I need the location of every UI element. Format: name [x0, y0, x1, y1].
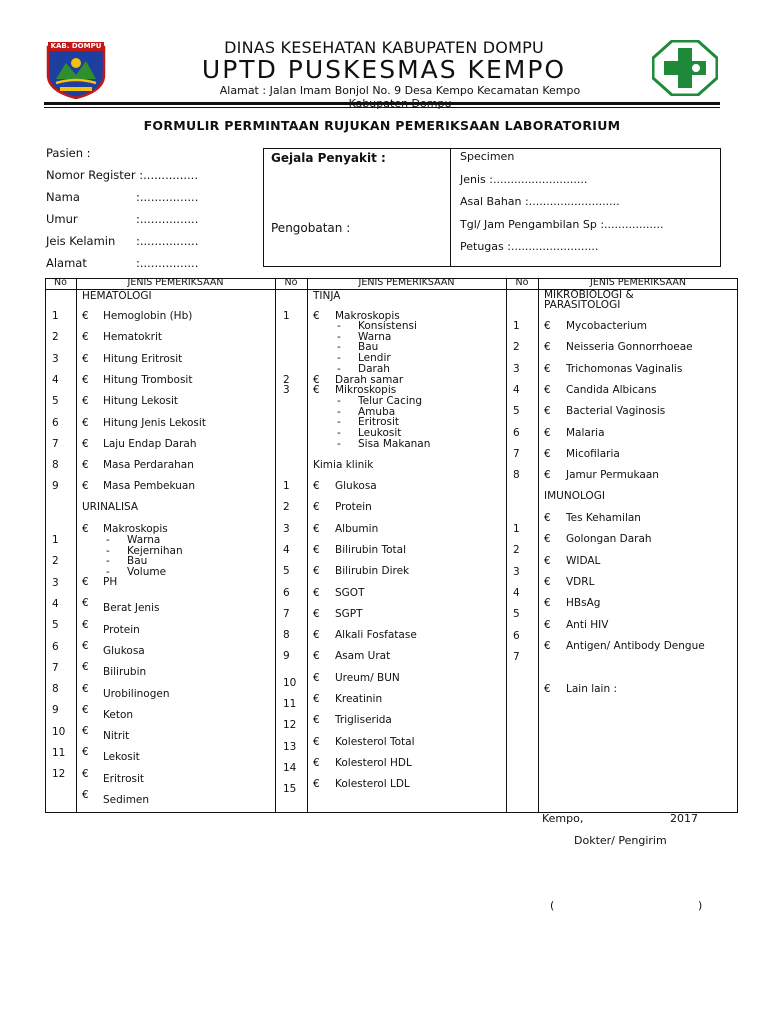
exam-subitem: Bau	[127, 555, 148, 568]
exam-item: Protein	[103, 623, 140, 636]
jenis-kelamin-field[interactable]: :................	[136, 234, 199, 248]
sub-dash: -	[337, 362, 341, 375]
exam-item: SGOT	[335, 586, 365, 599]
exam-item: Asam Urat	[335, 650, 391, 663]
specimen-title: Specimen	[460, 150, 515, 163]
checkbox[interactable]: €	[544, 426, 551, 439]
umur-label: Umur	[46, 212, 78, 226]
row-number: 1	[513, 523, 520, 535]
exam-subitem: Telur Cacing	[358, 395, 423, 407]
exam-subitem: Warna	[358, 330, 392, 343]
exam-item: WIDAL	[566, 554, 601, 567]
th-no: No	[284, 277, 298, 288]
exam-item: Bilirubin Total	[335, 543, 407, 556]
row-number: 3	[283, 522, 290, 535]
row-number: 13	[283, 740, 297, 753]
section-mikrobiologi: MIKROBIOLOGI &	[544, 289, 634, 301]
section-imunologi: IMUNOLOGI	[544, 490, 605, 502]
exam-item: Keton	[103, 708, 134, 721]
checkbox[interactable]: €	[82, 639, 89, 652]
th-jenis: JENIS PEMERIKSAAN	[590, 277, 686, 288]
exam-item: Neisseria Gonnorrhoeae	[566, 341, 693, 354]
checkbox[interactable]: €	[544, 405, 551, 418]
exam-item: Bacterial Vaginosis	[566, 405, 666, 418]
patient-label: Pasien :	[46, 146, 91, 160]
exam-item: Ureum/ BUN	[335, 671, 400, 684]
row-number: 7	[52, 437, 59, 450]
checkbox[interactable]: €	[544, 320, 551, 332]
checkbox[interactable]: €	[82, 437, 89, 450]
exam-item: Kreatinin	[335, 693, 383, 705]
checkbox[interactable]: €	[82, 459, 89, 472]
checkbox[interactable]: €	[82, 789, 89, 801]
checkbox[interactable]: €	[544, 683, 551, 695]
col-divider	[275, 278, 276, 813]
exam-item: Golongan Darah	[566, 533, 652, 546]
th-no: No	[515, 277, 529, 288]
exam-item: Trigliserida	[335, 714, 392, 727]
exam-subitem: Darah	[358, 362, 390, 375]
gejala-label: Gejala Penyakit :	[271, 151, 386, 165]
exam-item: SGPT	[335, 607, 363, 620]
checkbox[interactable]: €	[544, 618, 551, 631]
checkbox[interactable]: €	[82, 331, 89, 344]
year-label: 2017	[670, 812, 698, 825]
row-number: 11	[52, 747, 66, 759]
checkbox[interactable]: €	[313, 714, 320, 727]
checkbox[interactable]: €	[82, 725, 89, 738]
exam-item: Kolesterol Total	[335, 735, 415, 748]
section-tinja: TINJA	[313, 290, 341, 302]
exam-item: Sedimen	[103, 794, 150, 806]
row-number: 3	[52, 352, 59, 365]
sub-dash: -	[337, 320, 341, 332]
section-mikrobiologi-2: PARASITOLOGI	[544, 299, 621, 311]
checkbox[interactable]: €	[82, 746, 89, 759]
checkbox[interactable]: €	[313, 778, 320, 791]
checkbox[interactable]: €	[313, 607, 320, 620]
exam-subitem: Bau	[358, 341, 379, 354]
checkbox[interactable]: €	[82, 352, 89, 365]
checkbox[interactable]: €	[313, 671, 320, 684]
sub-dash: -	[337, 341, 341, 354]
exam-subitem: Warna	[127, 534, 161, 546]
row-number: 4	[513, 586, 520, 599]
dept-name: DINAS KESEHATAN KABUPATEN DOMPU	[224, 38, 544, 57]
checkbox[interactable]: €	[544, 447, 551, 460]
exam-item: Kolesterol HDL	[335, 756, 412, 769]
sub-dash: -	[337, 330, 341, 343]
exam-item-lain[interactable]: Lain lain :	[566, 683, 617, 695]
col-divider	[506, 278, 507, 813]
row-number: 1	[283, 310, 290, 322]
exam-item: Hitung Lekosit	[103, 395, 179, 408]
doctor-label: Dokter/ Pengirim	[574, 834, 667, 847]
row-number: 14	[283, 761, 297, 774]
exam-item: Mikroskopis	[335, 384, 397, 396]
checkbox[interactable]: €	[313, 565, 320, 578]
row-number: 9	[52, 480, 59, 493]
specimen-asal[interactable]: Asal Bahan :..........................	[460, 195, 620, 208]
checkbox[interactable]: €	[82, 576, 89, 588]
row-number: 8	[513, 469, 520, 482]
row-number: 3	[513, 362, 520, 375]
checkbox[interactable]: €	[82, 416, 89, 429]
exam-item: Tes Kehamilan	[566, 512, 641, 524]
sub-dash: -	[106, 566, 110, 579]
signature-close: )	[698, 899, 703, 912]
sub-dash: -	[106, 544, 110, 557]
row-number: 8	[52, 459, 59, 472]
exam-item: Hitung Jenis Lekosit	[103, 416, 206, 429]
exam-item: Urobilinogen	[103, 687, 170, 700]
pengobatan-label: Pengobatan :	[271, 221, 351, 235]
row-number: 1	[283, 480, 290, 492]
jenis-kelamin-label: Jeis Kelamin	[46, 234, 116, 248]
row-number: 12	[52, 768, 66, 781]
sub-dash: -	[337, 427, 341, 440]
checkbox[interactable]: €	[313, 629, 320, 642]
exam-item: Alkali Fosfatase	[335, 629, 417, 642]
row-number: 6	[283, 586, 290, 599]
checkbox[interactable]: €	[82, 661, 89, 674]
checkbox[interactable]: €	[544, 575, 551, 588]
row-number: 2	[52, 331, 59, 344]
col-divider	[538, 278, 539, 813]
th-jenis: JENIS PEMERIKSAAN	[127, 277, 224, 288]
exam-item: Mycobacterium	[566, 320, 648, 332]
nama-field[interactable]: :................	[136, 190, 199, 204]
checkbox[interactable]: €	[544, 341, 551, 354]
specimen-jenis[interactable]: Jenis :...........................	[460, 173, 588, 186]
checkbox[interactable]: €	[82, 395, 89, 408]
row-number: 4	[52, 597, 59, 610]
row-number: 4	[283, 543, 290, 556]
checkbox[interactable]: €	[313, 374, 320, 386]
checkbox[interactable]: €	[82, 310, 89, 322]
row-number: 5	[52, 395, 59, 408]
exam-item: Glukosa	[335, 480, 377, 492]
row-number: 2	[283, 501, 290, 514]
exam-item: Albumin	[335, 522, 379, 535]
exam-subitem: Lendir	[358, 352, 391, 365]
section-hematologi: HEMATOLOGI	[82, 290, 152, 302]
checkbox[interactable]: €	[544, 383, 551, 396]
row-number: 9	[283, 650, 290, 663]
col-divider	[307, 278, 308, 813]
puskesmas-name: UPTD PUSKESMAS KEMPO	[201, 55, 567, 84]
row-number: 8	[52, 683, 59, 696]
row-number: 2	[513, 544, 520, 557]
exam-item: Bilirubin Direk	[335, 565, 410, 578]
row-number: 12	[283, 719, 297, 732]
exam-subitem: Leukosit	[358, 427, 402, 440]
row-number: 7	[52, 661, 59, 674]
exam-subitem: Volume	[127, 566, 167, 579]
row-number: 6	[52, 416, 59, 429]
th-jenis: JENIS PEMERIKSAAN	[358, 277, 455, 288]
exam-item: Hitung Trombosit	[103, 373, 193, 386]
row-number: 9	[52, 704, 59, 717]
exam-item: Eritrosit	[103, 772, 145, 785]
exam-item: Makroskopis	[103, 523, 168, 535]
nama-label: Nama	[46, 190, 80, 204]
exam-item: Micofilaria	[566, 447, 620, 460]
exam-subitem: Sisa Makanan	[358, 437, 431, 450]
alamat-field[interactable]: :................	[136, 256, 199, 270]
exam-item: Kolesterol LDL	[335, 778, 410, 791]
row-number: 2	[52, 555, 59, 568]
checkbox[interactable]: €	[544, 512, 551, 524]
alamat-label: Alamat	[46, 256, 87, 270]
checkbox[interactable]: €	[313, 522, 320, 535]
header-rule-thin	[44, 107, 720, 108]
exam-item: Darah samar	[335, 374, 404, 386]
exam-item: Antigen/ Antibody Dengue	[566, 639, 705, 652]
exam-item: Glukosa	[103, 644, 145, 657]
row-number: 7	[513, 650, 520, 663]
row-number: 11	[283, 698, 297, 710]
checkbox[interactable]: €	[82, 618, 89, 631]
checkbox[interactable]: €	[82, 767, 89, 780]
row-number: 4	[52, 373, 59, 386]
checkbox[interactable]: €	[82, 682, 89, 695]
exam-subitem: Eritrosit	[358, 416, 400, 429]
checkbox[interactable]: €	[313, 310, 320, 322]
place-label: Kempo,	[542, 812, 584, 825]
exam-item: Candida Albicans	[566, 383, 657, 396]
row-number: 6	[52, 640, 59, 653]
specimen-tgl[interactable]: Tgl/ Jam Pengambilan Sp :.................	[460, 218, 664, 231]
checkbox[interactable]: €	[544, 554, 551, 567]
row-number: 7	[513, 447, 520, 460]
sub-dash: -	[106, 555, 110, 568]
checkbox[interactable]: €	[544, 362, 551, 375]
left-logo-text: KAB. DOMPU	[50, 42, 102, 50]
row-number: 6	[513, 426, 520, 439]
checkbox[interactable]: €	[544, 533, 551, 546]
row-number: 8	[283, 629, 290, 642]
checkbox[interactable]: €	[544, 597, 551, 610]
checkbox[interactable]: €	[313, 543, 320, 556]
checkbox[interactable]: €	[82, 597, 89, 610]
row-number: 1	[513, 320, 520, 332]
row-number: 10	[283, 676, 297, 689]
checkbox[interactable]: €	[313, 384, 320, 396]
exam-item: Hemoglobin (Hb)	[103, 310, 193, 322]
checkbox[interactable]: €	[82, 480, 89, 493]
row-number: 3	[513, 565, 520, 578]
exam-item: Masa Perdarahan	[103, 459, 194, 472]
row-number: 6	[513, 629, 520, 642]
checkbox[interactable]: €	[313, 756, 320, 769]
specimen-petugas[interactable]: Petugas :.........................	[460, 240, 599, 253]
checkbox[interactable]: €	[313, 480, 320, 492]
exam-item: Malaria	[566, 426, 605, 439]
exam-item: Nitrit	[103, 730, 130, 743]
row-number: 5	[52, 619, 59, 632]
exam-item: Hitung Eritrosit	[103, 352, 183, 365]
checkbox[interactable]: €	[82, 373, 89, 386]
sub-dash: -	[337, 395, 341, 407]
section-kimia: Kimia klinik	[313, 459, 374, 471]
sub-dash: -	[106, 534, 110, 546]
exam-subitem: Kejernihan	[127, 544, 183, 557]
checkbox[interactable]: €	[82, 523, 89, 535]
exam-item: Makroskopis	[335, 310, 400, 322]
header-rule	[44, 102, 720, 105]
row-number: 7	[283, 607, 290, 620]
th-no: No	[54, 277, 67, 288]
row-number: 2	[513, 341, 520, 354]
sub-dash: -	[337, 416, 341, 429]
row-number: 5	[283, 565, 290, 578]
col-divider	[76, 278, 77, 813]
exam-item: Protein	[335, 501, 372, 514]
exam-item: Bilirubin	[103, 666, 147, 679]
exam-item: VDRL	[566, 575, 595, 588]
checkbox[interactable]: €	[313, 735, 320, 748]
row-number: 5	[513, 608, 520, 621]
exam-item: PH	[103, 576, 118, 588]
checkbox[interactable]: €	[544, 469, 551, 482]
address: Alamat : Jalan Imam Bonjol No. 9 Desa Kempo Kecamatan Kempo	[219, 84, 581, 97]
checkbox[interactable]: €	[544, 639, 551, 652]
exam-item: Lekosit	[103, 751, 140, 764]
exam-item: HBsAg	[566, 597, 601, 610]
exam-item: Berat Jenis	[103, 602, 160, 615]
row-number: 3	[283, 384, 290, 396]
sub-dash: -	[337, 352, 341, 365]
sub-dash: -	[337, 405, 341, 418]
checkbox[interactable]: €	[313, 650, 320, 663]
exam-subitem: Amuba	[358, 405, 396, 418]
row-number: 3	[52, 576, 59, 589]
exam-subitem: Konsistensi	[358, 320, 417, 332]
exam-item: Anti HIV	[566, 618, 609, 631]
row-number: 5	[513, 405, 520, 418]
exam-item: Jamur Permukaan	[566, 469, 659, 482]
box-divider	[450, 148, 451, 267]
row-number: 15	[283, 783, 297, 796]
form-title: FORMULIR PERMINTAAN RUJUKAN PEMERIKSAAN LABORATORIUM	[143, 118, 621, 133]
checkbox[interactable]: €	[313, 501, 320, 514]
register-field[interactable]: Nomor Register :...............	[46, 168, 198, 182]
row-number: 4	[513, 383, 520, 396]
exam-item: Trichomonas Vaginalis	[566, 362, 683, 375]
row-number: 2	[283, 374, 290, 386]
row-number: 1	[52, 310, 59, 322]
row-number: 10	[52, 725, 66, 738]
row-number: 1	[52, 534, 59, 546]
exam-item: Masa Pembekuan	[103, 480, 196, 493]
checkbox[interactable]: €	[82, 703, 89, 716]
sub-dash: -	[337, 437, 341, 450]
checkbox[interactable]: €	[313, 586, 320, 599]
exam-item: Hematokrit	[103, 331, 162, 344]
umur-field[interactable]: :................	[136, 212, 199, 226]
exam-item: Laju Endap Darah	[103, 437, 197, 450]
signature-open: (	[550, 899, 555, 912]
checkbox[interactable]: €	[313, 693, 320, 705]
section-urinalisa: URINALISA	[82, 501, 139, 513]
